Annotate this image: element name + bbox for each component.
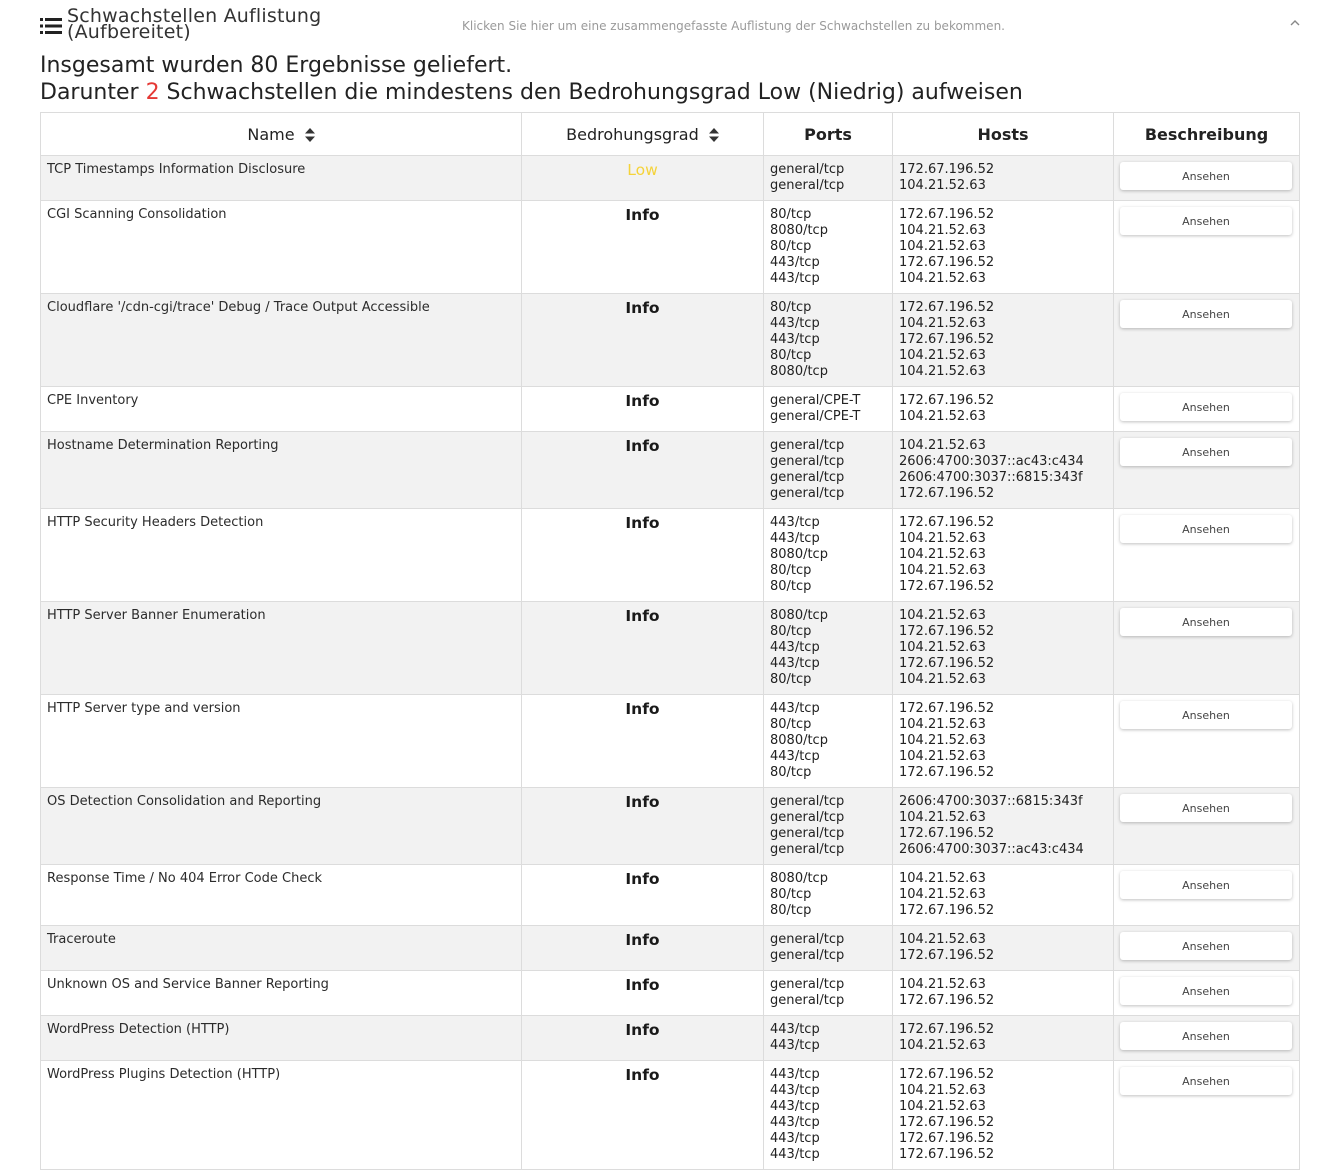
ports-cell	[764, 788, 893, 865]
column-header-severity[interactable]	[522, 113, 764, 156]
port-entry: general/tcp	[770, 826, 845, 841]
view-description-button[interactable]: Ansehen	[1120, 207, 1292, 235]
hosts-cell	[893, 432, 1114, 509]
host-entry: 104.21.52.63	[899, 1099, 986, 1114]
view-description-button[interactable]: Ansehen	[1120, 977, 1292, 1005]
port-entry: general/tcp	[770, 486, 845, 501]
table-row	[41, 788, 1300, 865]
description-cell	[1114, 201, 1300, 294]
host-entry: 104.21.52.63	[899, 178, 986, 193]
hosts-cell	[893, 865, 1114, 926]
port-entry: 80/tcp	[770, 563, 812, 578]
port-entry: 443/tcp	[770, 1038, 820, 1053]
port-entry: 80/tcp	[770, 207, 812, 222]
severity-value: Info	[522, 865, 764, 926]
description-cell	[1114, 1061, 1300, 1170]
port-entry: 80/tcp	[770, 903, 812, 918]
ports-cell	[764, 602, 893, 695]
hosts-cell	[893, 387, 1114, 432]
table-row	[41, 509, 1300, 602]
port-entry: 8080/tcp	[770, 871, 828, 886]
description-cell	[1114, 926, 1300, 971]
host-entry: 172.67.196.52	[899, 656, 995, 671]
port-entry: 80/tcp	[770, 624, 812, 639]
description-cell	[1114, 432, 1300, 509]
port-entry: 80/tcp	[770, 348, 812, 363]
host-entry: 2606:4700:3037::6815:343f	[899, 470, 1083, 485]
vulnerability-name: WordPress Plugins Detection (HTTP)	[41, 1061, 522, 1170]
host-entry: 2606:4700:3037::ac43:c434	[899, 454, 1084, 469]
host-entry: 104.21.52.63	[899, 733, 986, 748]
table-row	[41, 865, 1300, 926]
host-entry: 104.21.52.63	[899, 239, 986, 254]
port-entry: 8080/tcp	[770, 733, 828, 748]
ports-cell	[764, 1016, 893, 1061]
description-cell	[1114, 294, 1300, 387]
host-entry: 104.21.52.63	[899, 547, 986, 562]
vulnerability-table-wrapper	[40, 112, 1299, 1170]
host-entry: 104.21.52.63	[899, 977, 986, 992]
port-entry: 443/tcp	[770, 749, 820, 764]
severity-value: Info	[522, 695, 764, 788]
ports-cell	[764, 865, 893, 926]
port-entry: 443/tcp	[770, 1022, 820, 1037]
host-entry: 104.21.52.63	[899, 563, 986, 578]
view-description-button[interactable]: Ansehen	[1120, 1067, 1292, 1095]
vulnerability-name: HTTP Server type and version	[41, 695, 522, 788]
vulnerability-name: OS Detection Consolidation and Reporting	[41, 788, 522, 865]
description-cell	[1114, 602, 1300, 695]
host-entry: 2606:4700:3037::6815:343f	[899, 794, 1083, 809]
column-header-ports: Ports	[764, 113, 893, 156]
host-entry: 172.67.196.52	[899, 486, 995, 501]
host-entry: 104.21.52.63	[899, 717, 986, 732]
port-entry: 443/tcp	[770, 1115, 820, 1130]
host-entry: 104.21.52.63	[899, 932, 986, 947]
vulnerability-name: Cloudflare '/cdn-cgi/trace' Debug / Trace Output Accessible	[41, 294, 522, 387]
host-entry: 104.21.52.63	[899, 749, 986, 764]
port-entry: 443/tcp	[770, 332, 820, 347]
vulnerability-name: CPE Inventory	[41, 387, 522, 432]
column-header-severity-label: Bedrohungsgrad	[566, 124, 699, 144]
ports-cell	[764, 971, 893, 1016]
port-entry: 443/tcp	[770, 656, 820, 671]
port-entry: 80/tcp	[770, 300, 812, 315]
panel-hint: Klicken Sie hier um eine zusammengefasste Auflistung der Schwachstellen zu bekommen.	[462, 19, 1005, 33]
port-entry: 8080/tcp	[770, 547, 828, 562]
port-entry: general/CPE-T	[770, 409, 861, 424]
port-entry: 443/tcp	[770, 531, 820, 546]
list-icon	[40, 17, 62, 35]
host-entry: 104.21.52.63	[899, 810, 986, 825]
port-entry: 443/tcp	[770, 1083, 820, 1098]
chevron-up-icon[interactable]	[1290, 19, 1300, 27]
hosts-cell	[893, 294, 1114, 387]
column-header-name-label: Name	[247, 124, 295, 144]
hosts-cell	[893, 971, 1114, 1016]
host-entry: 104.21.52.63	[899, 1038, 986, 1053]
summary-total: Insgesamt wurden 80 Ergebnisse geliefert.	[40, 53, 513, 78]
table-row	[41, 971, 1300, 1016]
port-entry: general/tcp	[770, 438, 845, 453]
view-description-button[interactable]: Ansehen	[1120, 438, 1292, 466]
host-entry: 2606:4700:3037::ac43:c434	[899, 842, 1084, 857]
table-row	[41, 926, 1300, 971]
table-row	[41, 294, 1300, 387]
table-row	[41, 695, 1300, 788]
view-description-button[interactable]: Ansehen	[1120, 701, 1292, 729]
ports-cell	[764, 432, 893, 509]
port-entry: general/tcp	[770, 178, 845, 193]
host-entry: 172.67.196.52	[899, 515, 995, 530]
port-entry: 443/tcp	[770, 1067, 820, 1082]
hosts-cell	[893, 926, 1114, 971]
view-description-button[interactable]: Ansehen	[1120, 515, 1292, 543]
host-entry: 172.67.196.52	[899, 1022, 995, 1037]
host-entry: 104.21.52.63	[899, 1083, 986, 1098]
port-entry: 80/tcp	[770, 579, 812, 594]
summary-prefix: Darunter	[40, 80, 146, 105]
host-entry: 172.67.196.52	[899, 1131, 995, 1146]
table-row	[41, 156, 1300, 201]
host-entry: 172.67.196.52	[899, 207, 995, 222]
severity-value: Info	[522, 387, 764, 432]
column-header-hosts: Hosts	[893, 113, 1114, 156]
host-entry: 104.21.52.63	[899, 271, 986, 286]
port-entry: 80/tcp	[770, 717, 812, 732]
host-entry: 172.67.196.52	[899, 701, 995, 716]
ports-cell	[764, 926, 893, 971]
hosts-cell	[893, 788, 1114, 865]
hosts-cell	[893, 509, 1114, 602]
severity-value: Info	[522, 432, 764, 509]
vulnerability-name: Response Time / No 404 Error Code Check	[41, 865, 522, 926]
host-entry: 172.67.196.52	[899, 1115, 995, 1130]
severity-value: Info	[522, 926, 764, 971]
vulnerability-name: WordPress Detection (HTTP)	[41, 1016, 522, 1061]
vulnerability-table	[40, 112, 1300, 1170]
hosts-cell	[893, 602, 1114, 695]
port-entry: 443/tcp	[770, 316, 820, 331]
host-entry: 172.67.196.52	[899, 332, 995, 347]
host-entry: 172.67.196.52	[899, 826, 995, 841]
severity-value: Info	[522, 1061, 764, 1170]
port-entry: 443/tcp	[770, 640, 820, 655]
ports-cell	[764, 201, 893, 294]
table-row	[41, 432, 1300, 509]
vulnerability-name: CGI Scanning Consolidation	[41, 201, 522, 294]
column-header-name[interactable]	[41, 113, 522, 156]
port-entry: 8080/tcp	[770, 364, 828, 379]
port-entry: 8080/tcp	[770, 608, 828, 623]
host-entry: 172.67.196.52	[899, 579, 995, 594]
panel-header[interactable]	[40, 5, 1302, 44]
severity-value: Info	[522, 1016, 764, 1061]
summary-suffix: Schwachstellen die mindestens den Bedrohungsgrad Low (Niedrig) aufweisen	[159, 80, 1023, 105]
view-description-button[interactable]: Ansehen	[1120, 300, 1292, 328]
severity-value: Info	[522, 788, 764, 865]
vulnerability-name: Hostname Determination Reporting	[41, 432, 522, 509]
port-entry: 443/tcp	[770, 255, 820, 270]
severity-value: Info	[522, 294, 764, 387]
description-cell	[1114, 387, 1300, 432]
view-description-button[interactable]: Ansehen	[1120, 162, 1292, 190]
host-entry: 172.67.196.52	[899, 162, 995, 177]
table-row	[41, 602, 1300, 695]
port-entry: 443/tcp	[770, 515, 820, 530]
port-entry: general/CPE-T	[770, 393, 861, 408]
host-entry: 172.67.196.52	[899, 255, 995, 270]
port-entry: 80/tcp	[770, 672, 812, 687]
severity-value: Info	[522, 201, 764, 294]
host-entry: 172.67.196.52	[899, 300, 995, 315]
ports-cell	[764, 294, 893, 387]
severity-value: Low	[522, 156, 764, 201]
port-entry: 80/tcp	[770, 887, 812, 902]
table-body	[41, 156, 1300, 1170]
panel-title: Schwachstellen Auflistung (Aufbereitet)	[67, 5, 322, 43]
hosts-cell	[893, 695, 1114, 788]
description-cell	[1114, 865, 1300, 926]
table-row	[41, 1061, 1300, 1170]
host-entry: 172.67.196.52	[899, 765, 995, 780]
host-entry: 104.21.52.63	[899, 531, 986, 546]
port-entry: general/tcp	[770, 993, 845, 1008]
severity-value: Info	[522, 971, 764, 1016]
host-entry: 104.21.52.63	[899, 223, 986, 238]
view-description-button[interactable]: Ansehen	[1120, 794, 1292, 822]
result-summary	[40, 52, 1023, 106]
ports-cell	[764, 387, 893, 432]
port-entry: 443/tcp	[770, 271, 820, 286]
port-entry: general/tcp	[770, 842, 845, 857]
host-entry: 172.67.196.52	[899, 903, 995, 918]
host-entry: 172.67.196.52	[899, 993, 995, 1008]
sort-icon[interactable]	[709, 128, 719, 142]
vulnerability-name: HTTP Server Banner Enumeration	[41, 602, 522, 695]
description-cell	[1114, 509, 1300, 602]
host-entry: 172.67.196.52	[899, 624, 995, 639]
description-cell	[1114, 1016, 1300, 1061]
table-row	[41, 201, 1300, 294]
host-entry: 104.21.52.63	[899, 672, 986, 687]
port-entry: general/tcp	[770, 810, 845, 825]
host-entry: 104.21.52.63	[899, 887, 986, 902]
host-entry: 104.21.52.63	[899, 640, 986, 655]
view-description-button[interactable]: Ansehen	[1120, 932, 1292, 960]
host-entry: 172.67.196.52	[899, 1067, 995, 1082]
ports-cell	[764, 1061, 893, 1170]
vulnerability-name: Unknown OS and Service Banner Reporting	[41, 971, 522, 1016]
hosts-cell	[893, 1016, 1114, 1061]
host-entry: 172.67.196.52	[899, 1147, 995, 1162]
port-entry: general/tcp	[770, 454, 845, 469]
hosts-cell	[893, 1061, 1114, 1170]
port-entry: general/tcp	[770, 932, 845, 947]
table-row	[41, 1016, 1300, 1061]
view-description-button[interactable]: Ansehen	[1120, 1022, 1292, 1050]
vulnerability-name: TCP Timestamps Information Disclosure	[41, 156, 522, 201]
host-entry: 104.21.52.63	[899, 316, 986, 331]
vulnerability-name: HTTP Security Headers Detection	[41, 509, 522, 602]
host-entry: 104.21.52.63	[899, 871, 986, 886]
sort-icon[interactable]	[305, 128, 315, 142]
host-entry: 104.21.52.63	[899, 608, 986, 623]
ports-cell	[764, 156, 893, 201]
host-entry: 172.67.196.52	[899, 393, 995, 408]
port-entry: general/tcp	[770, 948, 845, 963]
ports-cell	[764, 509, 893, 602]
view-description-button[interactable]: Ansehen	[1120, 608, 1292, 636]
severity-value: Info	[522, 602, 764, 695]
port-entry: 80/tcp	[770, 239, 812, 254]
description-cell	[1114, 788, 1300, 865]
summary-count: 2	[145, 80, 160, 105]
port-entry: 8080/tcp	[770, 223, 828, 238]
summary-severity	[40, 79, 1023, 106]
description-cell	[1114, 971, 1300, 1016]
description-cell	[1114, 695, 1300, 788]
port-entry: 443/tcp	[770, 1099, 820, 1114]
host-entry: 104.21.52.63	[899, 348, 986, 363]
port-entry: general/tcp	[770, 794, 845, 809]
port-entry: 80/tcp	[770, 765, 812, 780]
host-entry: 104.21.52.63	[899, 409, 986, 424]
ports-cell	[764, 695, 893, 788]
port-entry: 443/tcp	[770, 1131, 820, 1146]
view-description-button[interactable]: Ansehen	[1120, 871, 1292, 899]
vulnerability-name: Traceroute	[41, 926, 522, 971]
description-cell	[1114, 156, 1300, 201]
port-entry: 443/tcp	[770, 1147, 820, 1162]
table-row	[41, 387, 1300, 432]
port-entry: 443/tcp	[770, 701, 820, 716]
port-entry: general/tcp	[770, 977, 845, 992]
column-header-description: Beschreibung	[1114, 113, 1300, 156]
port-entry: general/tcp	[770, 162, 845, 177]
table-header-row	[41, 113, 1300, 156]
host-entry: 172.67.196.52	[899, 948, 995, 963]
host-entry: 104.21.52.63	[899, 438, 986, 453]
view-description-button[interactable]: Ansehen	[1120, 393, 1292, 421]
port-entry: general/tcp	[770, 470, 845, 485]
hosts-cell	[893, 201, 1114, 294]
host-entry: 104.21.52.63	[899, 364, 986, 379]
hosts-cell	[893, 156, 1114, 201]
severity-value: Info	[522, 509, 764, 602]
